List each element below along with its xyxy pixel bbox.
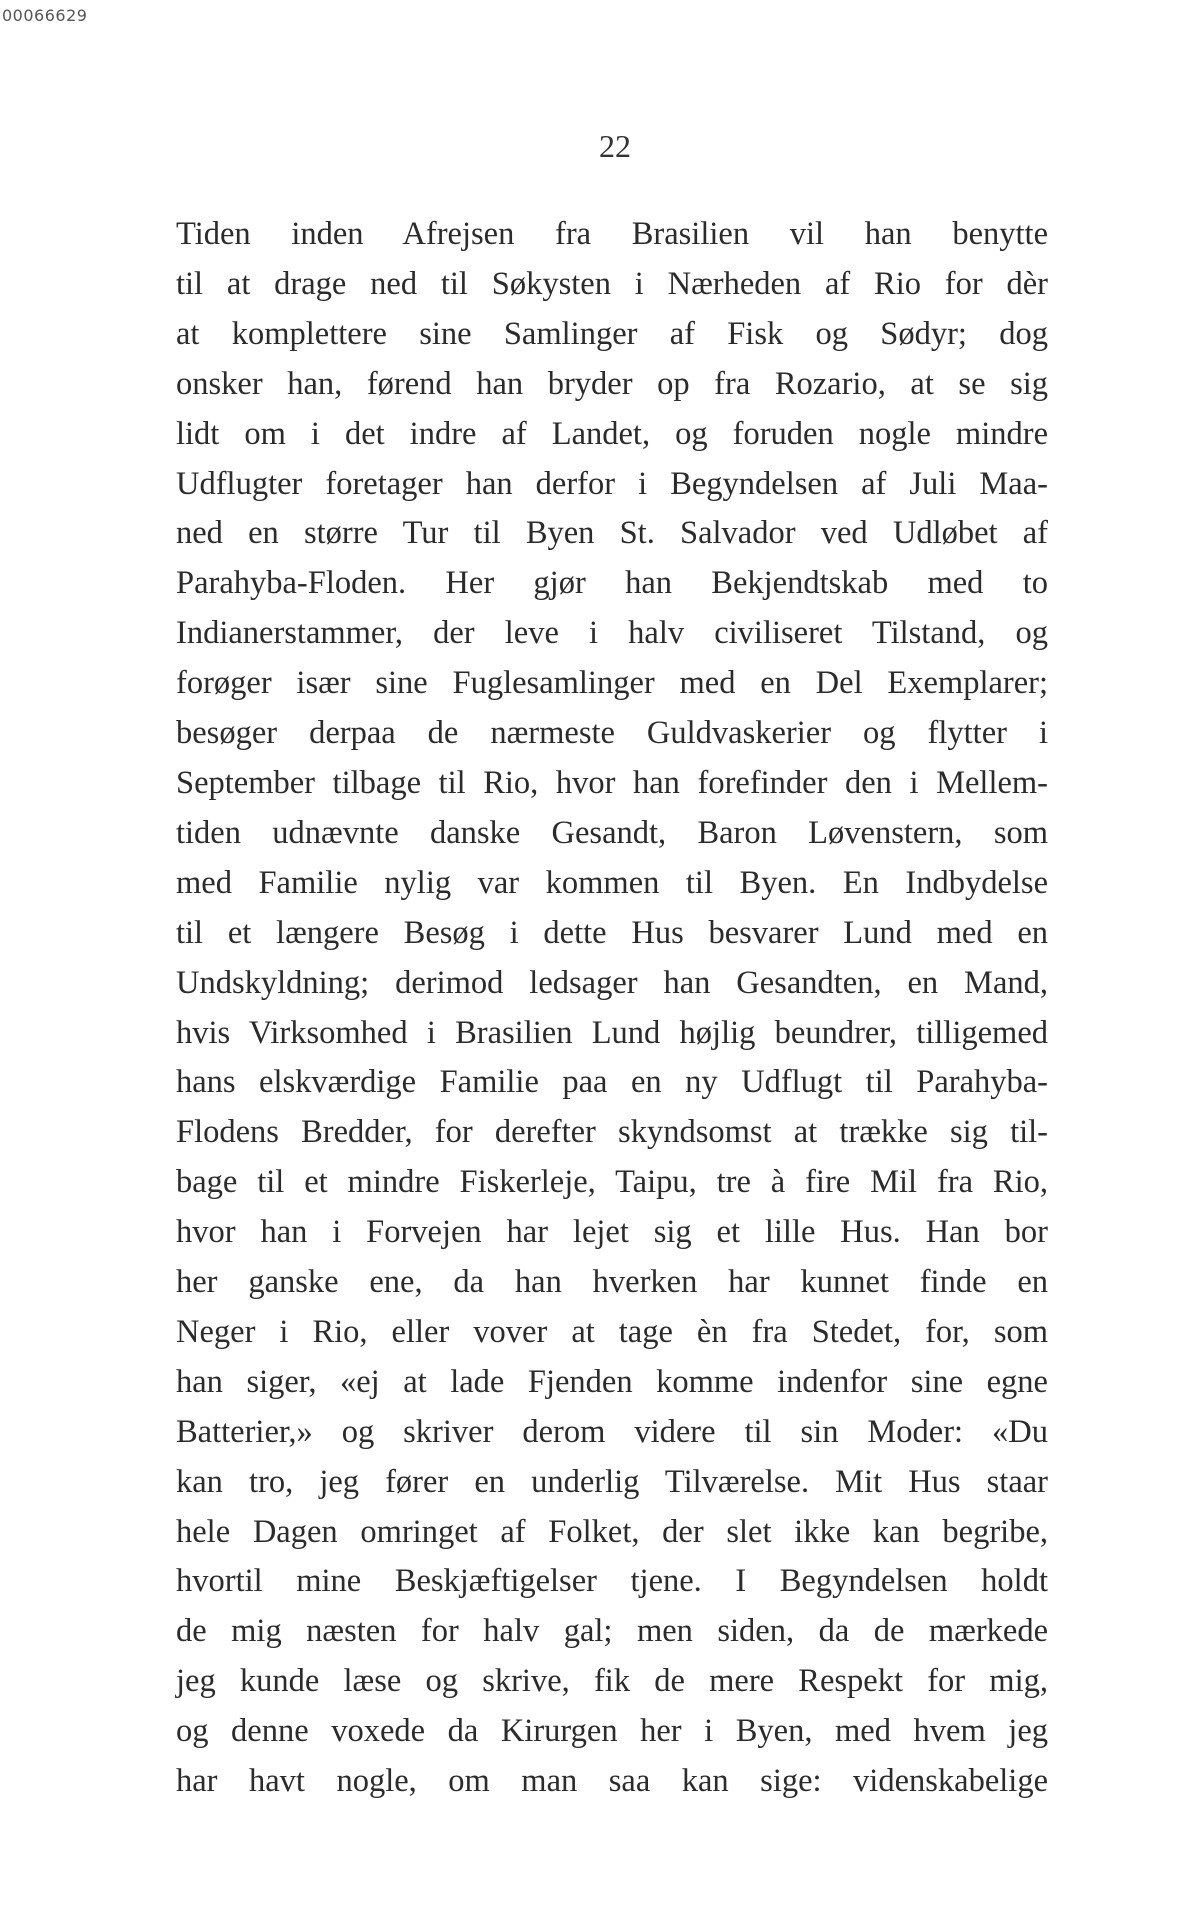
- text-line: her ganske ene, da han hverken har kunnet finde en: [176, 1264, 1048, 1301]
- text-line: hvis Virksomhed i Brasilien Lund højlig beundrer, tilligemed: [176, 1014, 1048, 1051]
- text-line: onsker han, førend han bryder op fra Rozario, at se sig: [176, 365, 1048, 402]
- text-line: Udflugter foretager han derfor i Begyndelsen af Juli Maa-: [176, 465, 1048, 502]
- text-line: med Familie nylig var kommen til Byen. En Indbydelse: [176, 864, 1048, 901]
- text-line: hvor han i Forvejen har lejet sig et lille Hus. Han bor: [176, 1214, 1048, 1251]
- text-line: bage til et mindre Fiskerleje, Taipu, tre à fire Mil fra Rio,: [176, 1164, 1048, 1201]
- text-line: lidt om i det indre af Landet, og foruden nogle mindre: [176, 415, 1048, 452]
- text-line: kan tro, jeg fører en underlig Tilværelse. Mit Hus staar: [176, 1463, 1048, 1500]
- text-line: Tiden inden Afrejsen fra Brasilien vil han benytte: [176, 216, 1048, 252]
- scan-id-label: 00066629: [2, 6, 88, 25]
- text-line: de mig næsten for halv gal; men siden, da de mærkede: [176, 1613, 1048, 1650]
- text-line: jeg kunde læse og skrive, fik de mere Respekt for mig,: [176, 1663, 1048, 1700]
- page-number: 22: [599, 128, 631, 164]
- text-line: til et længere Besøg i dette Hus besvarer Lund med en: [176, 914, 1048, 951]
- text-line: ned en større Tur til Byen St. Salvador ved Udløbet af: [176, 515, 1048, 552]
- text-line: Batterier,» og skriver derom videre til sin Moder: «Du: [176, 1413, 1048, 1450]
- text-line: og denne voxede da Kirurgen her i Byen, med hvem jeg: [176, 1713, 1048, 1750]
- text-line: Flodens Bredder, for derefter skyndsomst at trække sig til-: [176, 1114, 1048, 1151]
- text-line: at komplettere sine Samlinger af Fisk og Sødyr; dog: [176, 315, 1048, 352]
- text-line: han siger, «ej at lade Fjenden komme indenfor sine egne: [176, 1363, 1048, 1400]
- text-line: Neger i Rio, eller vover at tage èn fra Stedet, for, som: [176, 1313, 1048, 1350]
- text-line: til at drage ned til Søkysten i Nærheden af Rio for dèr: [176, 265, 1048, 302]
- text-line: hans elskværdige Familie paa en ny Udflugt til Parahyba-: [176, 1064, 1048, 1101]
- text-line: besøger derpaa de nærmeste Guldvaskerier og flytter i: [176, 715, 1048, 752]
- text-line: har havt nogle, om man saa kan sige: videnskabelige: [176, 1763, 1048, 1800]
- text-line: hele Dagen omringet af Folket, der slet ikke kan begribe,: [176, 1513, 1048, 1550]
- text-line: forøger især sine Fuglesamlinger med en Del Exemplarer;: [176, 665, 1048, 702]
- body-text: [176, 210, 1048, 1807]
- text-line: hvortil mine Beskjæftigelser tjene. I Begyndelsen holdt: [176, 1563, 1048, 1600]
- text-line: Undskyldning; derimod ledsager han Gesandten, en Mand,: [176, 964, 1048, 1001]
- text-line: tiden udnævnte danske Gesandt, Baron Løvenstern, som: [176, 814, 1048, 851]
- text-line: Parahyba-Floden. Her gjør han Bekjendtskab med to: [176, 565, 1048, 602]
- text-line: Indianerstammer, der leve i halv civiliseret Tilstand, og: [176, 615, 1048, 652]
- text-line: September tilbage til Rio, hvor han forefinder den i Mellem-: [176, 764, 1048, 801]
